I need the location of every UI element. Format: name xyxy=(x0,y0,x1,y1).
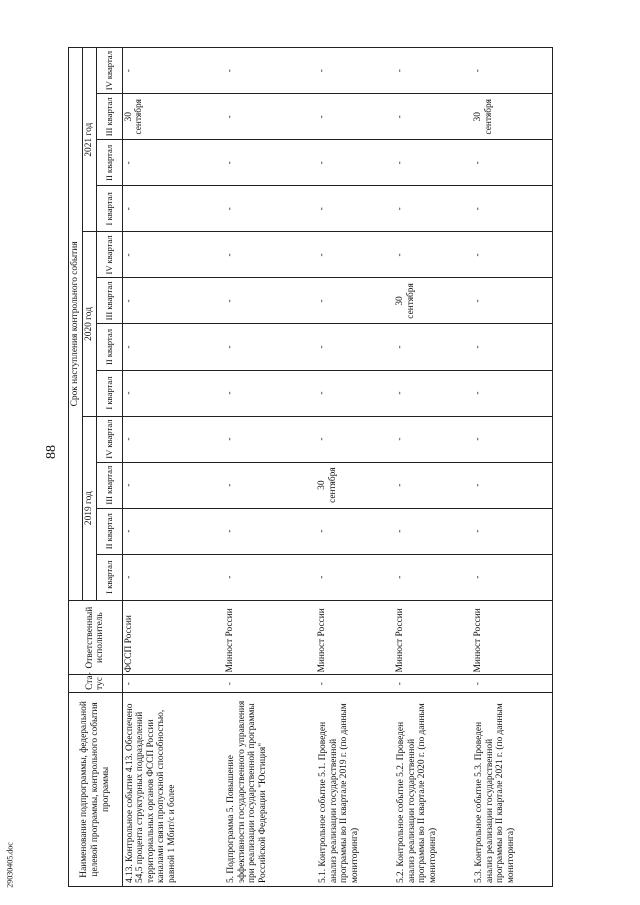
row-cell: - xyxy=(394,462,472,508)
header-quarter: IV квартал xyxy=(96,48,122,94)
header-year-2021: 2021 год xyxy=(83,48,97,232)
table-row xyxy=(224,48,316,887)
row-status: - xyxy=(472,675,552,692)
header-quarter: I квартал xyxy=(96,186,122,232)
row-cell: - xyxy=(394,554,472,600)
row-executor: ФССП России xyxy=(122,600,224,675)
header-quarter: III квартал xyxy=(96,462,122,508)
header-quarter: II квартал xyxy=(96,140,122,186)
footer-filename: 29030405.doc xyxy=(5,842,15,888)
row-cell: - xyxy=(224,508,316,554)
row-cell: - xyxy=(472,370,552,416)
row-cell: - xyxy=(122,554,224,600)
row-cell: - xyxy=(472,140,552,186)
row-executor: Минюст России xyxy=(224,600,316,675)
row-cell: - xyxy=(316,48,394,94)
row-cell: - xyxy=(224,94,316,140)
row-cell: - xyxy=(394,186,472,232)
header-name: Наименование подпрограммы, федеральной целевой программы, контрольного события программы xyxy=(69,692,123,886)
table-row xyxy=(122,48,224,887)
row-cell: - xyxy=(224,186,316,232)
header-quarter: IV квартал xyxy=(96,416,122,462)
table-row xyxy=(316,48,394,887)
row-cell: 30 сентября xyxy=(316,462,394,508)
row-cell: - xyxy=(122,278,224,324)
page-number: 88 xyxy=(44,445,59,459)
row-cell: - xyxy=(316,370,394,416)
header-year-2020: 2020 год xyxy=(83,232,97,416)
row-cell: - xyxy=(122,324,224,370)
header-quarter: II квартал xyxy=(96,508,122,554)
header-quarter: III квартал xyxy=(96,278,122,324)
header-quarter: IV квартал xyxy=(96,232,122,278)
row-name: 5. Подпрограмма 5. Повышение эффективности государственного управления при реализации государственной программы Российской Федерации "Юстиция" xyxy=(224,692,316,886)
row-cell: - xyxy=(224,140,316,186)
row-cell: - xyxy=(316,232,394,278)
row-cell: - xyxy=(316,186,394,232)
row-cell: 30 сентября xyxy=(472,94,552,140)
row-cell: - xyxy=(224,48,316,94)
header-executor: Ответственный исполнитель xyxy=(69,600,123,675)
row-cell: - xyxy=(472,186,552,232)
row-cell: - xyxy=(316,508,394,554)
row-cell: - xyxy=(394,416,472,462)
row-cell: - xyxy=(394,508,472,554)
row-cell: - xyxy=(122,370,224,416)
row-name: 5.1. Контрольное событие 5.1. Проведен анализ реализации государственной программы во II квартале 2019 г. (по данным мониторинга) xyxy=(316,692,394,886)
row-cell: - xyxy=(122,140,224,186)
row-cell: - xyxy=(316,324,394,370)
row-cell: - xyxy=(224,232,316,278)
row-cell: - xyxy=(224,324,316,370)
row-executor: Минюст России xyxy=(316,600,394,675)
row-cell: - xyxy=(472,232,552,278)
header-year-2019: 2019 год xyxy=(83,416,97,600)
row-cell: - xyxy=(472,48,552,94)
row-cell: 30 сентября xyxy=(394,278,472,324)
row-cell: - xyxy=(122,416,224,462)
row-cell: - xyxy=(394,232,472,278)
row-cell: - xyxy=(316,416,394,462)
row-cell: - xyxy=(394,140,472,186)
row-status: - xyxy=(224,675,316,692)
row-cell: - xyxy=(224,370,316,416)
row-cell: 30 сентября xyxy=(122,94,224,140)
row-cell: - xyxy=(394,370,472,416)
row-status: - xyxy=(316,675,394,692)
header-quarter: III квартал xyxy=(96,94,122,140)
table-row xyxy=(394,48,472,887)
control-events-table xyxy=(68,47,553,887)
row-cell: - xyxy=(122,508,224,554)
row-cell: - xyxy=(122,186,224,232)
row-cell: - xyxy=(472,554,552,600)
header-quarter: I квартал xyxy=(96,370,122,416)
row-cell: - xyxy=(224,278,316,324)
header-status: Ста-тус xyxy=(69,675,123,692)
row-cell: - xyxy=(394,324,472,370)
row-cell: - xyxy=(394,48,472,94)
row-status: - xyxy=(122,675,224,692)
row-cell: - xyxy=(316,140,394,186)
row-cell: - xyxy=(472,416,552,462)
row-cell: - xyxy=(316,278,394,324)
header-deadline: Срок наступления контрольного события xyxy=(69,48,83,601)
row-name: 5.3. Контрольное событие 5.3. Проведен анализ реализации государственной программы во II квартале 2021 г. (по данным мониторинга) xyxy=(472,692,552,886)
row-cell: - xyxy=(394,94,472,140)
row-cell: - xyxy=(224,416,316,462)
row-cell: - xyxy=(316,94,394,140)
row-cell: - xyxy=(472,278,552,324)
row-cell: - xyxy=(472,324,552,370)
row-status: - xyxy=(394,675,472,692)
row-cell: - xyxy=(224,554,316,600)
rotated-page xyxy=(68,47,628,887)
row-name: 4.13. Контрольное событие 4.13. Обеспечено 54,5 процента структурных подразделений территориальных органов ФССП России каналами связи пропускной способностью, равной 1 Мбит/с и более xyxy=(122,692,224,886)
table-row xyxy=(472,48,552,887)
row-cell: - xyxy=(472,462,552,508)
row-cell: - xyxy=(316,554,394,600)
row-cell: - xyxy=(224,462,316,508)
row-cell: - xyxy=(122,462,224,508)
header-quarter: I квартал xyxy=(96,554,122,600)
row-executor: Минюст России xyxy=(394,600,472,675)
row-executor: Минюст России xyxy=(472,600,552,675)
row-cell: - xyxy=(472,508,552,554)
row-cell: - xyxy=(122,48,224,94)
row-cell: - xyxy=(122,232,224,278)
header-quarter: II квартал xyxy=(96,324,122,370)
row-name: 5.2. Контрольное событие 5.2. Проведен анализ реализации государственной программы во II квартале 2020 г. (по данным мониторинга) xyxy=(394,692,472,886)
